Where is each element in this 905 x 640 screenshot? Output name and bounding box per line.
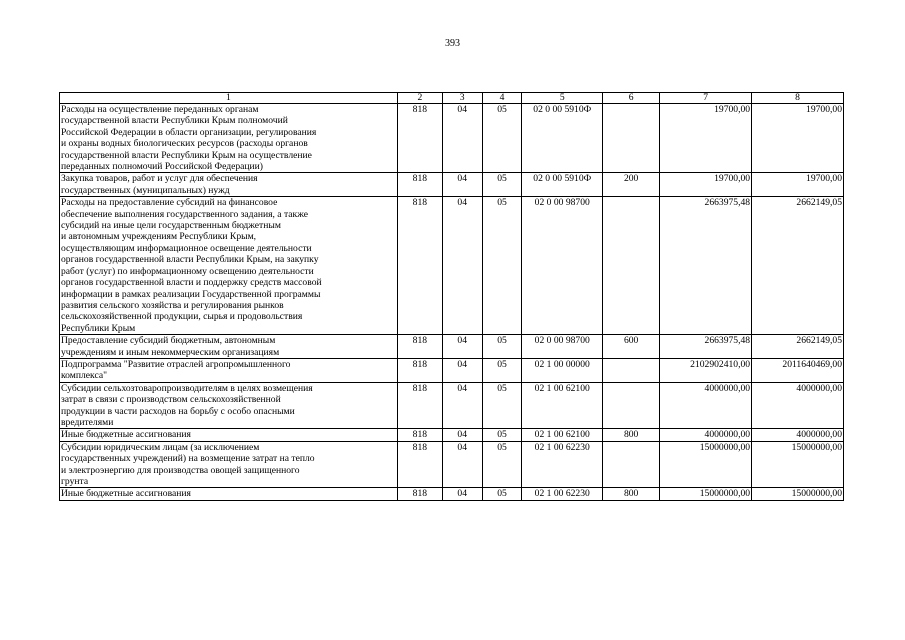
item-name-line: продукции в части расходов на борьбу с особо опасными — [61, 405, 295, 417]
amount-col8-cell: 2662149,05 — [752, 335, 844, 359]
item-name-cell — [60, 488, 398, 500]
amount-col7-cell: 4000000,00 — [660, 429, 752, 441]
column-header: 5 — [522, 93, 603, 104]
ministry-code-cell: 818 — [397, 382, 442, 429]
column-header: 6 — [603, 93, 660, 104]
amount-col8-cell: 19700,00 — [752, 104, 844, 173]
section-code-cell: 04 — [442, 488, 482, 500]
target-article-cell: 02 1 00 62230 — [522, 441, 603, 488]
ministry-code-cell: 818 — [397, 358, 442, 382]
column-header: 4 — [482, 93, 522, 104]
item-name-line: Субсидии юридическим лицам (за исключением — [61, 441, 260, 453]
target-article-cell: 02 0 00 5910Ф — [522, 104, 603, 173]
column-header: 1 — [60, 93, 398, 104]
ministry-code-cell: 818 — [397, 104, 442, 173]
item-name-cell — [60, 173, 398, 197]
table-row — [60, 429, 844, 441]
section-code-cell: 04 — [442, 441, 482, 488]
item-name-line: обеспечение выполнения государственного задания, а также — [61, 208, 308, 220]
amount-col8-cell: 19700,00 — [752, 173, 844, 197]
section-code-cell: 04 — [442, 358, 482, 382]
item-name-line: Закупка товаров, работ и услуг для обеспечения — [61, 173, 258, 185]
expense-type-cell: 800 — [603, 488, 660, 500]
expense-type-cell: 200 — [603, 173, 660, 197]
subsection-code-cell: 05 — [482, 358, 522, 382]
item-name-line: государственных (муниципальных) нужд — [61, 184, 230, 196]
item-name-cell — [60, 335, 398, 359]
ministry-code-cell: 818 — [397, 197, 442, 335]
header-row — [60, 93, 844, 104]
item-name-line: переданных полномочий Российской Федерации) — [61, 161, 264, 173]
amount-col7-cell: 19700,00 — [660, 104, 752, 173]
table-row — [60, 197, 844, 335]
amount-col7-cell: 15000000,00 — [660, 441, 752, 488]
table-row — [60, 104, 844, 173]
expense-type-cell: 600 — [603, 335, 660, 359]
budget-table — [59, 92, 844, 501]
amount-col8-cell: 4000000,00 — [752, 429, 844, 441]
item-name-line: вредителями — [61, 416, 114, 428]
expense-type-cell — [603, 358, 660, 382]
item-name-line: Субсидии сельхозтоваропроизводителям в целях возмещения — [61, 382, 313, 394]
amount-col8-cell: 15000000,00 — [752, 441, 844, 488]
item-name-cell — [60, 441, 398, 488]
ministry-code-cell: 818 — [397, 335, 442, 359]
item-name-line: учреждениям и иным некоммерческим организациям — [61, 346, 280, 358]
expense-type-cell — [603, 441, 660, 488]
item-name-line: Расходы на осуществление переданных органам — [61, 104, 259, 115]
target-article-cell: 02 0 00 98700 — [522, 197, 603, 335]
item-name-cell — [60, 104, 398, 173]
ministry-code-cell: 818 — [397, 441, 442, 488]
table-body — [60, 104, 844, 501]
table-row — [60, 335, 844, 359]
ministry-code-cell: 818 — [397, 488, 442, 500]
section-code-cell: 04 — [442, 382, 482, 429]
subsection-code-cell: 05 — [482, 335, 522, 359]
subsection-code-cell: 05 — [482, 382, 522, 429]
column-header: 8 — [752, 93, 844, 104]
item-name-line: государственных учреждений) на возмещение затрат на тепло — [61, 453, 315, 465]
column-header: 2 — [397, 93, 442, 104]
item-name-cell — [60, 429, 398, 441]
item-name-line: и автономным учреждениям Республики Крым, — [61, 231, 257, 243]
item-name-line: Российской Федерации в области организации, регулирования — [61, 126, 317, 138]
subsection-code-cell: 05 — [482, 429, 522, 441]
amount-col7-cell: 4000000,00 — [660, 382, 752, 429]
subsection-code-cell: 05 — [482, 441, 522, 488]
section-code-cell: 04 — [442, 104, 482, 173]
table-row — [60, 488, 844, 500]
item-name-line: грунта — [61, 476, 89, 487]
item-name-line: Иные бюджетные ассигнования — [61, 429, 191, 441]
amount-col7-cell: 2663975,48 — [660, 335, 752, 359]
target-article-cell: 02 1 00 62100 — [522, 382, 603, 429]
subsection-code-cell: 05 — [482, 488, 522, 500]
item-name-line: Подпрограмма "Развитие отраслей агропромышленного — [61, 358, 291, 370]
amount-col8-cell: 4000000,00 — [752, 382, 844, 429]
target-article-cell: 02 1 00 00000 — [522, 358, 603, 382]
section-code-cell: 04 — [442, 335, 482, 359]
item-name-line: сельскохозяйственной продукции, сырья и продовольствия — [61, 311, 303, 323]
item-name-line: затрат в связи с производством сельскохозяйственной — [61, 394, 281, 406]
item-name-cell — [60, 197, 398, 335]
target-article-cell: 02 0 00 5910Ф — [522, 173, 603, 197]
column-header: 3 — [442, 93, 482, 104]
amount-col8-cell: 15000000,00 — [752, 488, 844, 500]
table-row — [60, 441, 844, 488]
item-name-line: Иные бюджетные ассигнования — [61, 488, 191, 500]
item-name-line: комплекса" — [61, 370, 108, 382]
item-name-line: развития сельского хозяйства и регулирования рынков — [61, 299, 284, 311]
item-name-line: и охраны водных биологических ресурсов (расходы органов — [61, 138, 308, 150]
expense-type-cell — [603, 197, 660, 335]
section-code-cell: 04 — [442, 429, 482, 441]
item-name-cell — [60, 382, 398, 429]
subsection-code-cell: 05 — [482, 197, 522, 335]
amount-col8-cell: 2011640469,00 — [752, 358, 844, 382]
item-name-line: работ (услуг) по информационному освещению деятельности — [61, 265, 314, 277]
subsection-code-cell: 05 — [482, 173, 522, 197]
amount-col8-cell: 2662149,05 — [752, 197, 844, 335]
table-row — [60, 358, 844, 382]
target-article-cell: 02 1 00 62100 — [522, 429, 603, 441]
item-name-line: Предоставление субсидий бюджетным, автономным — [61, 335, 276, 347]
table-row — [60, 173, 844, 197]
expense-type-cell — [603, 104, 660, 173]
item-name-line: органов государственной власти Республики Крым, на закупку — [61, 254, 319, 266]
item-name-line: государственной власти Республики Крым полномочий — [61, 115, 288, 127]
amount-col7-cell: 2102902410,00 — [660, 358, 752, 382]
item-name-line: субсидий на иные цели государственным бюджетным — [61, 220, 281, 232]
amount-col7-cell: 15000000,00 — [660, 488, 752, 500]
item-name-line: государственной власти Республики Крым на осуществление — [61, 149, 312, 161]
table-row — [60, 382, 844, 429]
ministry-code-cell: 818 — [397, 429, 442, 441]
target-article-cell: 02 0 00 98700 — [522, 335, 603, 359]
amount-col7-cell: 2663975,48 — [660, 197, 752, 335]
item-name-line: органов государственной власти и поддержку средств массовой — [61, 277, 322, 289]
section-code-cell: 04 — [442, 173, 482, 197]
target-article-cell: 02 1 00 62230 — [522, 488, 603, 500]
ministry-code-cell: 818 — [397, 173, 442, 197]
page-number: 393 — [445, 38, 460, 49]
item-name-cell — [60, 358, 398, 382]
subsection-code-cell: 05 — [482, 104, 522, 173]
expense-type-cell — [603, 382, 660, 429]
item-name-line: информации в рамках реализации Государственной программы — [61, 288, 321, 300]
item-name-line: Расходы на предоставление субсидий на финансовое — [61, 197, 278, 209]
item-name-line: и электроэнергию для производства овощей защищенного — [61, 464, 300, 476]
item-name-line: осуществляющим информационное освещение деятельности — [61, 242, 312, 254]
item-name-line: Республики Крым — [61, 322, 136, 334]
amount-col7-cell: 19700,00 — [660, 173, 752, 197]
section-code-cell: 04 — [442, 197, 482, 335]
column-header: 7 — [660, 93, 752, 104]
expense-type-cell: 800 — [603, 429, 660, 441]
